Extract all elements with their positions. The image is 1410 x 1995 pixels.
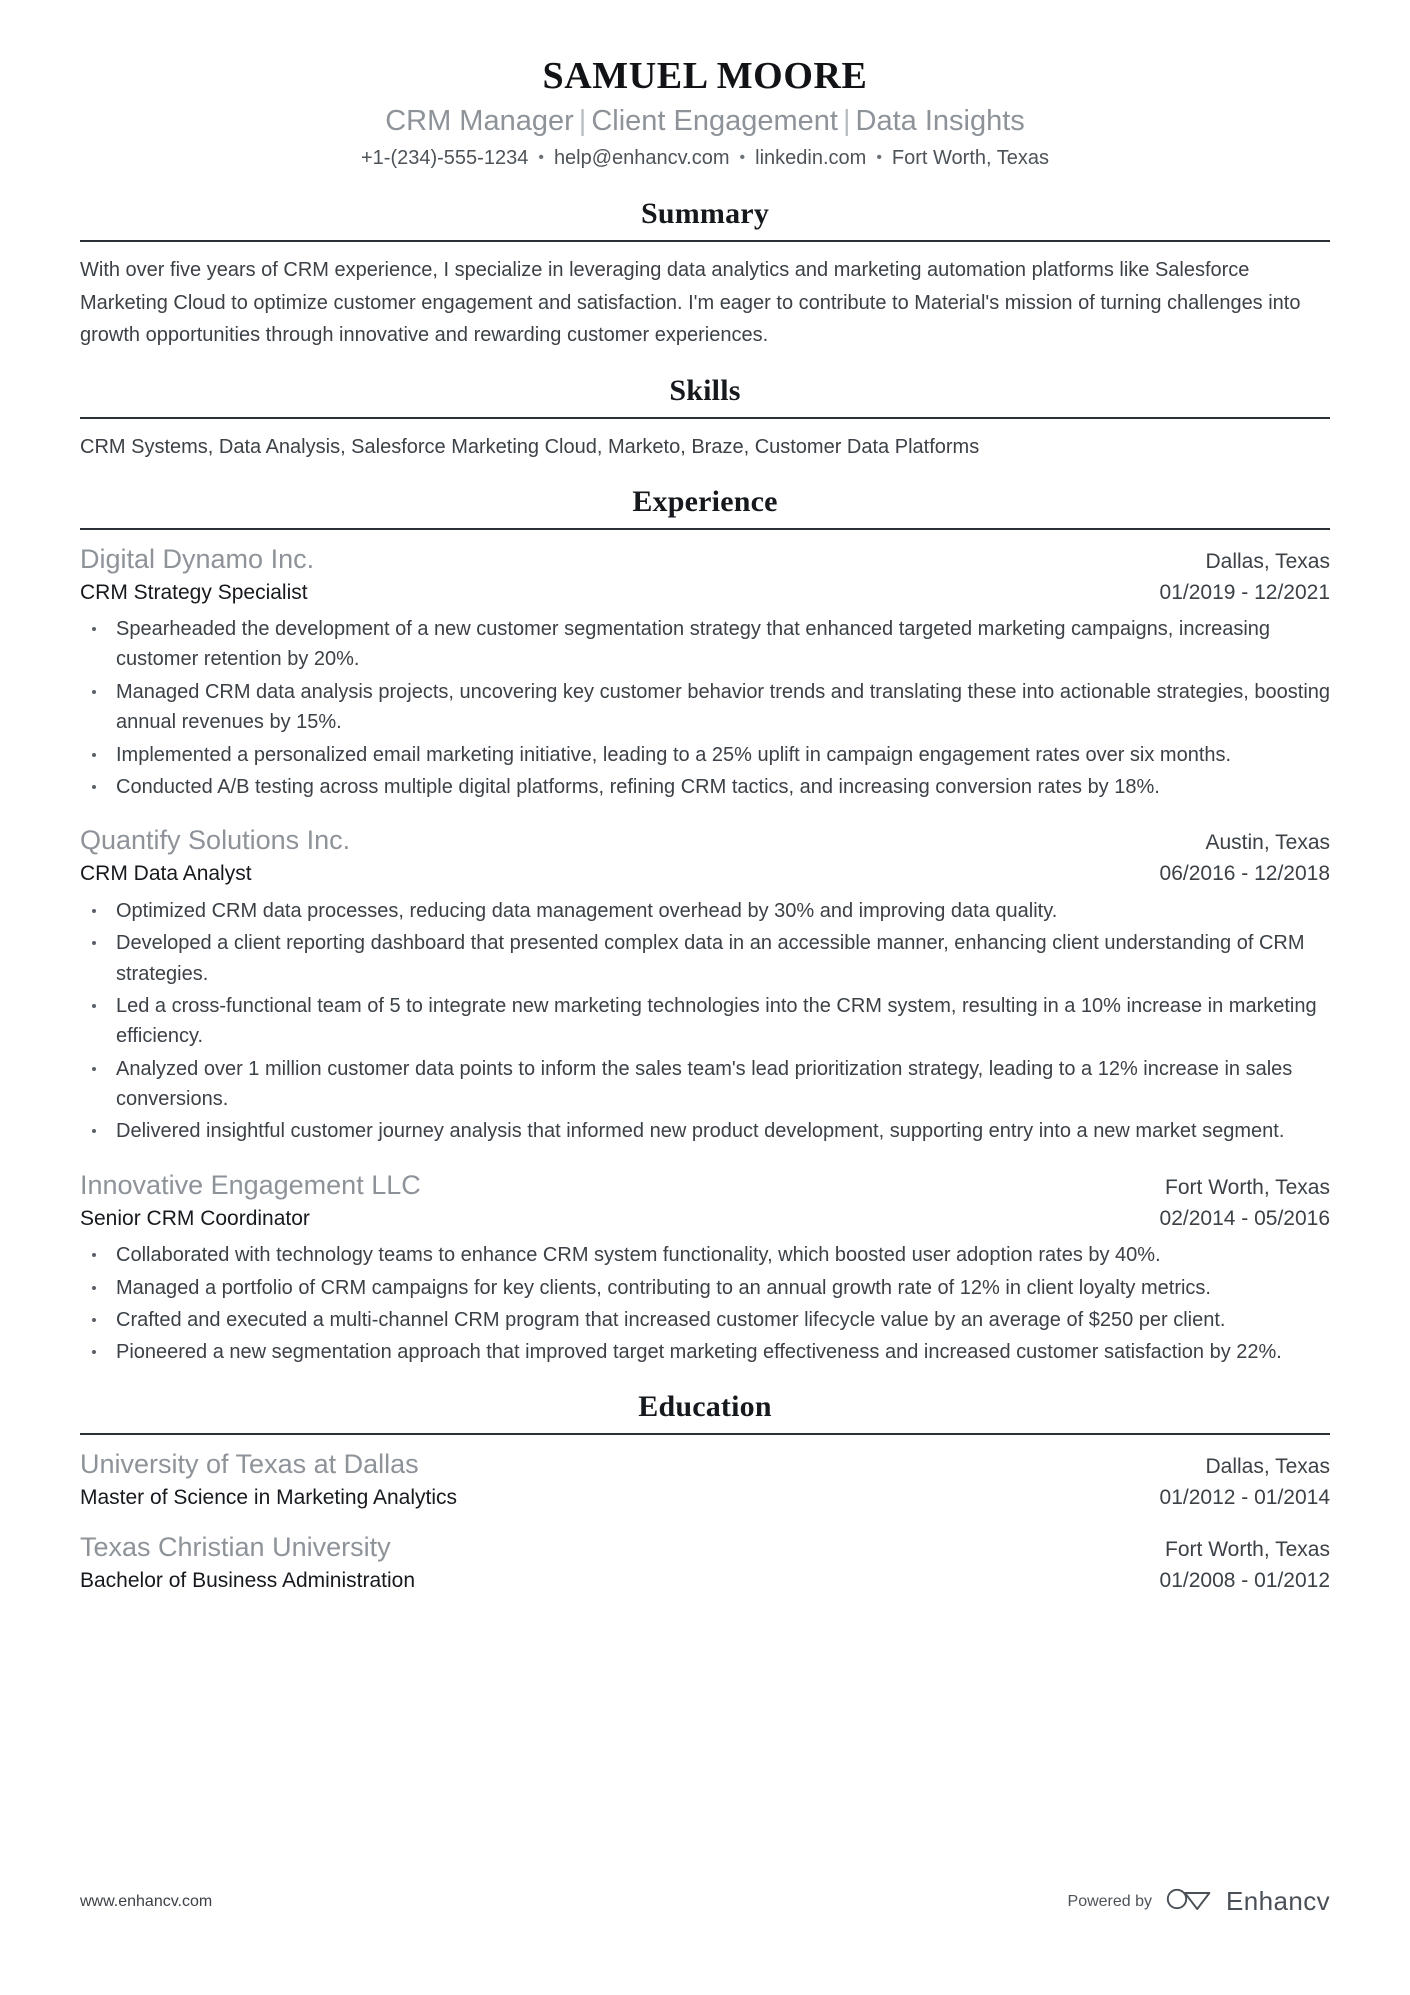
education-entry xyxy=(80,1447,1330,1512)
experience-entry-subheader xyxy=(80,860,1330,888)
footer-website-url[interactable]: www.enhancv.com xyxy=(80,1892,213,1910)
education-degree: Master of Science in Marketing Analytics xyxy=(80,1485,457,1509)
experience-bullet: Implemented a personalized email marketing initiative, leading to a 25% uplift in campaign engagement rates over six months. xyxy=(80,740,1330,770)
experience-location: Austin, Texas xyxy=(1205,831,1330,855)
education-dates: 01/2008 - 01/2012 xyxy=(1159,1569,1330,1593)
experience-bullet: Spearheaded the development of a new customer segmentation strategy that enhanced targeted marketing campaigns, increasing customer retention by 20%. xyxy=(80,614,1330,675)
headline-separator-icon: | xyxy=(842,104,851,137)
candidate-name: SAMUEL MOORE xyxy=(542,55,868,97)
powered-by-label: Powered by xyxy=(1067,1892,1153,1910)
education-entry-subheader xyxy=(80,1567,1330,1595)
headline-part-3: Data Insights xyxy=(855,104,1025,137)
contact-phone: +1-(234)-555-1234 xyxy=(360,147,529,170)
education-location: Dallas, Texas xyxy=(1205,1454,1330,1478)
experience-dates: 02/2014 - 05/2016 xyxy=(1159,1206,1330,1230)
experience-bullet: Conducted A/B testing across multiple digital platforms, refining CRM tactics, and increasing conversion rates by 18%. xyxy=(80,772,1330,802)
experience-role: CRM Strategy Specialist xyxy=(80,580,308,604)
education-degree: Bachelor of Business Administration xyxy=(80,1569,416,1593)
experience-company: Digital Dynamo Inc. xyxy=(80,543,315,574)
enhancv-infinity-logo-icon xyxy=(1166,1886,1212,1917)
education-school: University of Texas at Dallas xyxy=(80,1448,419,1479)
summary-text: With over five years of CRM experience, I specialize in leveraging data analytics and marketing automation platforms like Salesforce Marketing Cloud to optimize customer engagement and satisfaction. I'm eager to contribute to Material's mission of turning challenges into growth opportunities through innovative and rewarding customer experiences. xyxy=(80,259,1301,347)
bullet-dot-icon: • xyxy=(538,149,544,167)
experience-bullet: Analyzed over 1 million customer data points to inform the sales team's lead prioritization strategy, leading to a 12% increase in sales conversions. xyxy=(80,1054,1330,1115)
section-education xyxy=(80,1390,1330,1596)
experience-bullet: Delivered insightful customer journey analysis that informed new product development, supporting entry into a new market segment. xyxy=(80,1116,1330,1146)
experience-entry xyxy=(80,542,1330,803)
enhancv-brand-name: Enhancv xyxy=(1226,1886,1330,1916)
experience-dates: 01/2019 - 12/2021 xyxy=(1159,580,1330,604)
experience-dates: 06/2016 - 12/2018 xyxy=(1159,862,1330,886)
education-dates: 01/2012 - 01/2014 xyxy=(1159,1485,1330,1509)
experience-bullet: Managed a portfolio of CRM campaigns for key clients, contributing to an annual growth rate of 12% in client loyalty metrics. xyxy=(80,1273,1330,1303)
experience-entry-subheader xyxy=(80,1205,1330,1233)
skills-list: CRM Systems, Data Analysis, Salesforce Marketing Cloud, Marketo, Braze, Customer Data Platforms xyxy=(80,435,980,458)
section-divider xyxy=(80,1433,1330,1435)
page-footer xyxy=(80,1886,1330,1917)
footer-branding xyxy=(1068,1886,1330,1917)
experience-bullet: Optimized CRM data processes, reducing data management overhead by 30% and improving data quality. xyxy=(80,896,1330,926)
experience-bullet: Collaborated with technology teams to enhance CRM system functionality, which boosted user adoption rates by 40%. xyxy=(80,1240,1330,1270)
experience-bullet-list xyxy=(80,614,1330,802)
experience-role: Senior CRM Coordinator xyxy=(80,1206,310,1230)
resume-header xyxy=(80,55,1330,175)
contact-location: Fort Worth, Texas xyxy=(891,147,1050,170)
experience-bullet: Pioneered a new segmentation approach that improved target marketing effectiveness and increased customer satisfaction by 22%. xyxy=(80,1337,1330,1367)
section-skills xyxy=(80,374,1330,463)
section-title-education: Education xyxy=(638,1389,772,1423)
section-divider xyxy=(80,528,1330,530)
headline-separator-icon: | xyxy=(578,104,587,137)
section-title-experience: Experience xyxy=(632,484,778,518)
section-summary xyxy=(80,197,1330,351)
experience-bullet: Led a cross-functional team of 5 to integrate new marketing technologies into the CRM system, resulting in a 10% increase in marketing efficiency. xyxy=(80,991,1330,1052)
section-title-skills: Skills xyxy=(669,373,741,407)
experience-entry-header xyxy=(80,823,1330,858)
experience-company: Quantify Solutions Inc. xyxy=(80,825,351,856)
education-school: Texas Christian University xyxy=(80,1532,391,1563)
experience-role: CRM Data Analyst xyxy=(80,862,252,886)
education-entry xyxy=(80,1530,1330,1595)
experience-location: Fort Worth, Texas xyxy=(1165,1175,1330,1199)
bullet-dot-icon: • xyxy=(876,149,882,167)
experience-bullet: Developed a client reporting dashboard that presented complex data in an accessible manner, enhancing client understanding of CRM strategies. xyxy=(80,928,1330,989)
experience-entry xyxy=(80,823,1330,1147)
experience-location: Dallas, Texas xyxy=(1205,549,1330,573)
contact-email[interactable]: help@enhancv.com xyxy=(553,147,730,170)
section-title-summary: Summary xyxy=(640,197,770,231)
headline-part-1: CRM Manager xyxy=(385,104,574,137)
contact-line xyxy=(80,145,1330,171)
headline-part-2: Client Engagement xyxy=(591,104,838,137)
experience-bullet: Crafted and executed a multi-channel CRM program that increased customer lifecycle value by an average of $250 per client. xyxy=(80,1305,1330,1335)
education-location: Fort Worth, Texas xyxy=(1165,1538,1330,1562)
contact-linkedin[interactable]: linkedin.com xyxy=(755,147,867,170)
experience-company: Innovative Engagement LLC xyxy=(80,1169,421,1200)
section-divider xyxy=(80,417,1330,419)
education-entry-subheader xyxy=(80,1484,1330,1512)
experience-entry-header xyxy=(80,542,1330,577)
experience-entry-subheader xyxy=(80,579,1330,607)
bullet-dot-icon: • xyxy=(739,149,746,167)
education-entry-header xyxy=(80,1530,1330,1565)
experience-entry-header xyxy=(80,1168,1330,1203)
experience-bullet-list xyxy=(80,896,1330,1147)
education-entry-header xyxy=(80,1447,1330,1482)
candidate-headline xyxy=(80,104,1330,139)
section-experience xyxy=(80,485,1330,1368)
experience-bullet: Managed CRM data analysis projects, uncovering key customer behavior trends and translating these into actionable strategies, boosting annual revenues by 15%. xyxy=(80,677,1330,738)
experience-entry xyxy=(80,1168,1330,1368)
experience-bullet-list xyxy=(80,1240,1330,1368)
section-divider xyxy=(80,240,1330,242)
